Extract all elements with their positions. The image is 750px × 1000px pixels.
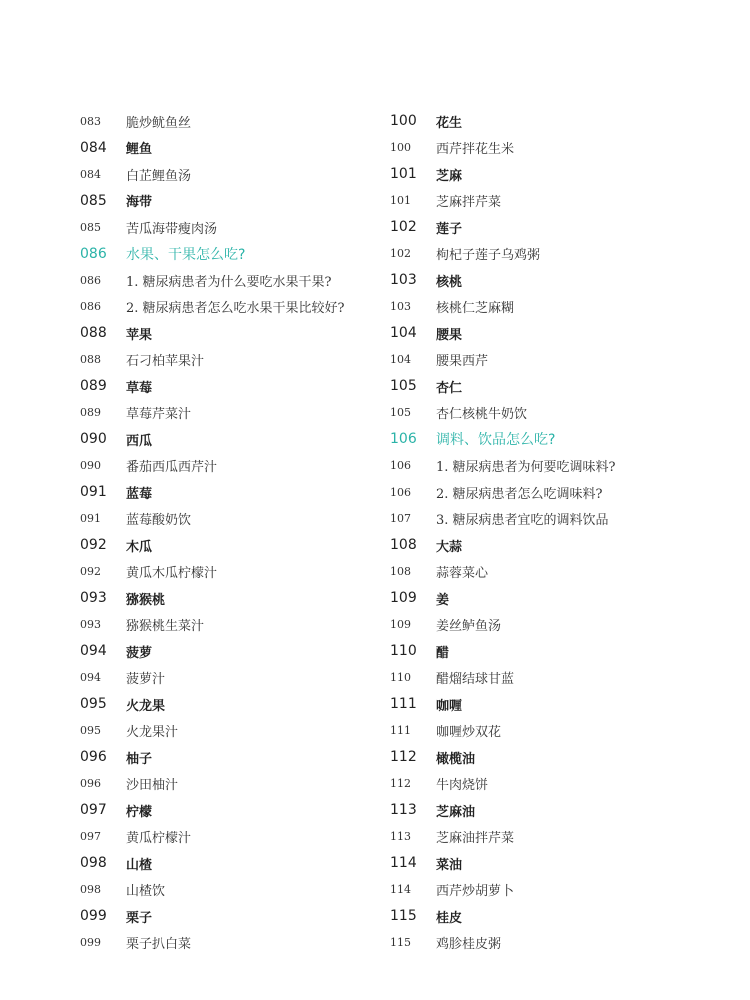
- toc-entry-title: 醋熘结球甘蓝: [436, 672, 515, 688]
- toc-entry[interactable]: [390, 877, 710, 904]
- toc-page-number: 094: [80, 671, 101, 685]
- toc-entry[interactable]: [80, 320, 400, 347]
- toc-entry-title: 芝麻: [436, 168, 463, 184]
- toc-page-number: 110: [390, 643, 417, 660]
- toc-entry-title: 栗子: [126, 910, 153, 926]
- toc-entry-title: 菠萝: [126, 645, 153, 661]
- toc-entry-title: 调料、饮品怎么吃?: [436, 432, 556, 449]
- toc-entry-title: 菠萝汁: [126, 672, 166, 688]
- toc-entry[interactable]: [80, 453, 400, 480]
- toc-entry-title: 西芹炒胡萝卜: [436, 884, 515, 900]
- toc-entry-title: 黄瓜柠檬汁: [126, 831, 192, 847]
- toc-page-number: 112: [390, 749, 417, 766]
- toc-page-number: 105: [390, 406, 411, 420]
- toc-page-number: 092: [80, 537, 107, 554]
- toc-page-number: 086: [80, 245, 107, 262]
- toc-entry[interactable]: [390, 930, 710, 957]
- toc-page-number: 106: [390, 459, 411, 473]
- toc-entry[interactable]: [80, 877, 400, 904]
- toc-entry[interactable]: [390, 612, 710, 639]
- toc-entry-title: 西芹拌花生米: [436, 142, 515, 158]
- toc-entry[interactable]: [80, 718, 400, 745]
- toc-page-number: 105: [390, 378, 417, 395]
- toc-entry[interactable]: [390, 903, 710, 930]
- toc-entry[interactable]: [390, 241, 710, 268]
- toc-page-number: 097: [80, 830, 101, 844]
- toc-entry[interactable]: [80, 294, 400, 321]
- toc-entry-title: 猕猴桃: [126, 592, 166, 608]
- toc-entry-title: 柚子: [126, 751, 153, 767]
- toc-entry[interactable]: [390, 638, 710, 665]
- toc-page-number: 111: [390, 696, 417, 713]
- toc-entry[interactable]: [80, 426, 400, 453]
- toc-entry-title: 腰果西芹: [436, 354, 489, 370]
- toc-entry-title: 番茄西瓜西芹汁: [126, 460, 218, 476]
- toc-page-number: 113: [390, 802, 417, 819]
- toc-page-number: 106: [390, 485, 411, 499]
- toc-entry[interactable]: [80, 347, 400, 374]
- toc-section-heading[interactable]: [80, 241, 400, 268]
- toc-entry-title: 枸杞子莲子乌鸡粥: [436, 248, 541, 264]
- toc-entry[interactable]: [390, 373, 710, 400]
- toc-entry-title: 咖喱: [436, 698, 463, 714]
- toc-entry-title: 沙田柚汁: [126, 778, 179, 794]
- toc-entry-title: 芝麻油: [436, 804, 476, 820]
- toc-entry-title: 水果、干果怎么吃?: [126, 246, 246, 263]
- toc-page-number: 093: [80, 618, 101, 632]
- toc-entry[interactable]: [80, 903, 400, 930]
- toc-entry-title: 1. 糖尿病患者为什么要吃水果干果?: [126, 274, 332, 290]
- toc-page-number: 089: [80, 378, 107, 395]
- toc-entry-title: 鲤鱼: [126, 142, 153, 158]
- toc-page-number: 106: [390, 431, 417, 448]
- toc-entry-title: 杏仁: [436, 380, 463, 396]
- toc-entry-title: 蒜蓉菜心: [436, 566, 489, 582]
- toc-entry[interactable]: [80, 850, 400, 877]
- toc-page-number: 100: [390, 113, 417, 130]
- toc-entry[interactable]: [80, 691, 400, 718]
- toc-entry-title: 山楂: [126, 857, 153, 873]
- toc-entry-title: 火龙果汁: [126, 725, 179, 741]
- toc-page-number: 104: [390, 325, 417, 342]
- toc-page-number: 099: [80, 908, 107, 925]
- toc-page-number: 098: [80, 855, 107, 872]
- toc-page-number: 086: [80, 300, 101, 314]
- toc-entry[interactable]: [390, 665, 710, 692]
- toc-entry-title: 杏仁核桃牛奶饮: [436, 407, 528, 423]
- toc-entry-title: 草莓芹菜汁: [126, 407, 192, 423]
- toc-entry-title: 草莓: [126, 380, 153, 396]
- toc-page-number: 091: [80, 484, 107, 501]
- toc-entry-title: 核桃仁芝麻糊: [436, 301, 515, 317]
- toc-page-number: 089: [80, 406, 101, 420]
- toc-page-number: 112: [390, 777, 411, 791]
- toc-entry-title: 桂皮: [436, 910, 463, 926]
- toc-page-number: 103: [390, 272, 417, 289]
- toc-entry-title: 火龙果: [126, 698, 166, 714]
- toc-entry[interactable]: [390, 320, 710, 347]
- toc-entry-title: 橄榄油: [436, 751, 476, 767]
- toc-left-column: [80, 108, 400, 956]
- toc-entry-title: 芝麻拌芹菜: [436, 195, 502, 211]
- toc-entry-title: 山楂饮: [126, 884, 166, 900]
- toc-page-number: 086: [80, 273, 101, 287]
- toc-page-number: 092: [80, 565, 101, 579]
- toc-entry[interactable]: [390, 691, 710, 718]
- toc-page-number: 096: [80, 777, 101, 791]
- toc-page-number: 113: [390, 830, 411, 844]
- toc-page-number: 104: [390, 353, 411, 367]
- toc-entry[interactable]: [390, 797, 710, 824]
- toc-entry[interactable]: [80, 797, 400, 824]
- toc-page-number: 088: [80, 353, 101, 367]
- toc-entry-title: 脆炒鱿鱼丝: [126, 115, 192, 131]
- toc-entry-title: 海带: [126, 195, 153, 211]
- toc-entry-title: 西瓜: [126, 433, 153, 449]
- toc-entry-title: 苹果: [126, 327, 153, 343]
- toc-entry[interactable]: [390, 400, 710, 427]
- toc-page-number: 088: [80, 325, 107, 342]
- toc-page-number: 115: [390, 936, 411, 950]
- toc-page-number: 115: [390, 908, 417, 925]
- toc-entry[interactable]: [80, 824, 400, 851]
- toc-entry[interactable]: [390, 744, 710, 771]
- toc-entry[interactable]: [390, 214, 710, 241]
- toc-entry-title: 莲子: [436, 221, 463, 237]
- toc-entry[interactable]: [80, 214, 400, 241]
- toc-page-number: 095: [80, 696, 107, 713]
- toc-entry-title: 木瓜: [126, 539, 153, 555]
- toc-page-number: 107: [390, 512, 411, 526]
- toc-entry-title: 2. 糖尿病患者怎么吃调味料?: [436, 486, 603, 502]
- toc-entry[interactable]: [80, 585, 400, 612]
- toc-entry[interactable]: [390, 532, 710, 559]
- toc-entry-title: 蓝莓酸奶饮: [126, 513, 192, 529]
- toc-page-number: 108: [390, 537, 417, 554]
- toc-entry-title: 花生: [436, 115, 463, 131]
- toc-entry-title: 1. 糖尿病患者为何要吃调味料?: [436, 460, 616, 476]
- toc-entry[interactable]: [80, 479, 400, 506]
- toc-entry[interactable]: [80, 135, 400, 162]
- toc-entry[interactable]: [390, 267, 710, 294]
- toc-entry[interactable]: [80, 108, 400, 135]
- toc-entry[interactable]: [80, 161, 400, 188]
- toc-entry[interactable]: [80, 373, 400, 400]
- toc-page-number: 101: [390, 166, 417, 183]
- toc-entry[interactable]: [390, 453, 710, 480]
- toc-entry-title: 核桃: [436, 274, 463, 290]
- toc-page-number: 090: [80, 459, 101, 473]
- toc-entry[interactable]: [80, 771, 400, 798]
- toc-entry-title: 栗子扒白菜: [126, 937, 192, 953]
- toc-page-number: 084: [80, 167, 101, 181]
- toc-page-number: 114: [390, 883, 411, 897]
- toc-entry-title: 柠檬: [126, 804, 153, 820]
- toc-entry[interactable]: [80, 930, 400, 957]
- toc-page-number: 108: [390, 565, 411, 579]
- toc-entry[interactable]: [80, 559, 400, 586]
- toc-entry-title: 猕猴桃生菜汁: [126, 619, 205, 635]
- toc-entry-title: 2. 糖尿病患者怎么吃水果干果比较好?: [126, 301, 345, 317]
- toc-entry[interactable]: [390, 161, 710, 188]
- toc-entry[interactable]: [80, 532, 400, 559]
- toc-entry-title: 苦瓜海带瘦肉汤: [126, 221, 218, 237]
- toc-page-number: 085: [80, 220, 101, 234]
- toc-entry[interactable]: [390, 506, 710, 533]
- toc-page-number: 109: [390, 590, 417, 607]
- toc-entry-title: 芝麻油拌芹菜: [436, 831, 515, 847]
- toc-entry[interactable]: [80, 665, 400, 692]
- toc-page-number: 085: [80, 192, 107, 209]
- toc-entry-title: 鸡胗桂皮粥: [436, 937, 502, 953]
- toc-page-number: 084: [80, 139, 107, 156]
- toc-page-number: 093: [80, 590, 107, 607]
- toc-entry[interactable]: [390, 824, 710, 851]
- toc-entry[interactable]: [390, 585, 710, 612]
- toc-entry-title: 菜油: [436, 857, 463, 873]
- toc-page-number: 100: [390, 141, 411, 155]
- toc-entry[interactable]: [390, 135, 710, 162]
- toc-page-number: 101: [390, 194, 411, 208]
- toc-entry[interactable]: [80, 188, 400, 215]
- toc-entry-title: 3. 糖尿病患者宜吃的调料饮品: [436, 513, 609, 529]
- toc-entry-title: 姜: [436, 592, 450, 608]
- toc-entry[interactable]: [80, 638, 400, 665]
- toc-entry-title: 白芷鲤鱼汤: [126, 168, 192, 184]
- toc-entry[interactable]: [390, 188, 710, 215]
- toc-entry[interactable]: [80, 612, 400, 639]
- toc-page-number: 098: [80, 883, 101, 897]
- toc-entry[interactable]: [390, 347, 710, 374]
- toc-entry[interactable]: [390, 559, 710, 586]
- toc-page-number: 097: [80, 802, 107, 819]
- toc-page-number: 103: [390, 300, 411, 314]
- toc-page-number: 096: [80, 749, 107, 766]
- toc-entry[interactable]: [390, 108, 710, 135]
- toc-entry[interactable]: [390, 771, 710, 798]
- toc-entry-title: 黄瓜木瓜柠檬汁: [126, 566, 218, 582]
- toc-entry-title: 腰果: [436, 327, 463, 343]
- toc-entry[interactable]: [80, 744, 400, 771]
- toc-entry[interactable]: [390, 479, 710, 506]
- toc-right-column: [390, 108, 710, 956]
- toc-page-number: 099: [80, 936, 101, 950]
- toc-page-number: 111: [390, 724, 411, 738]
- toc-entry-title: 蓝莓: [126, 486, 153, 502]
- toc-entry[interactable]: [80, 506, 400, 533]
- toc-section-heading[interactable]: [390, 426, 710, 453]
- toc-page-number: 083: [80, 114, 101, 128]
- toc-entry-title: 大蒜: [436, 539, 463, 555]
- toc-page-number: 114: [390, 855, 417, 872]
- toc-entry[interactable]: [390, 718, 710, 745]
- toc-entry-title: 姜丝鲈鱼汤: [436, 619, 502, 635]
- toc-page-number: 095: [80, 724, 101, 738]
- toc-page-number: 110: [390, 671, 411, 685]
- toc-page-number: 091: [80, 512, 101, 526]
- toc-page-number: 109: [390, 618, 411, 632]
- toc-entry[interactable]: [80, 400, 400, 427]
- toc-page-number: 090: [80, 431, 107, 448]
- toc-entry-title: 牛肉烧饼: [436, 778, 489, 794]
- toc-entry-title: 咖喱炒双花: [436, 725, 502, 741]
- toc-page-number: 102: [390, 247, 411, 261]
- toc-page-number: 094: [80, 643, 107, 660]
- toc-entry-title: 石刁柏苹果汁: [126, 354, 205, 370]
- toc-entry[interactable]: [390, 294, 710, 321]
- toc-entry-title: 醋: [436, 645, 450, 661]
- toc-entry[interactable]: [390, 850, 710, 877]
- toc-entry[interactable]: [80, 267, 400, 294]
- toc-page-number: 102: [390, 219, 417, 236]
